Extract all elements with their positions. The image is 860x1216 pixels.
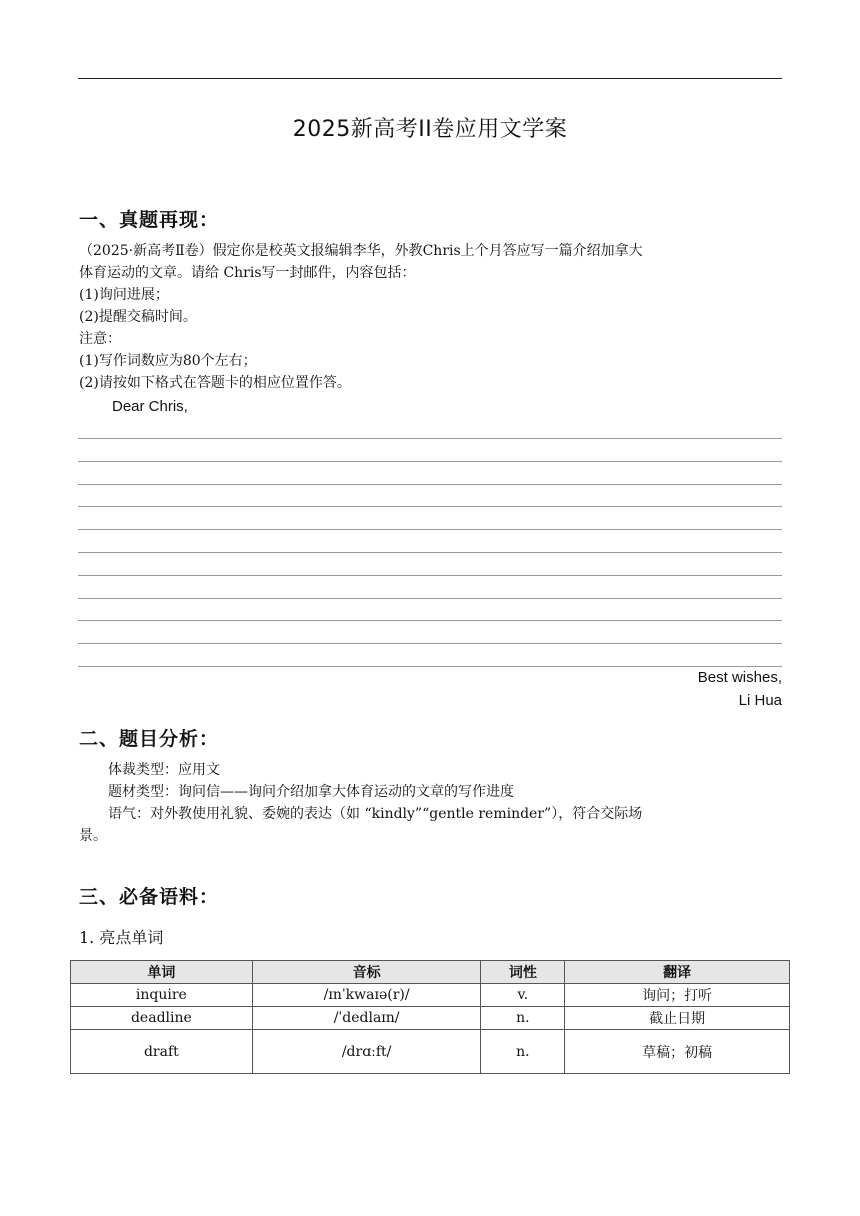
note-item-2: (2)请按如下格式在答题卡的相应位置作答。 [79, 375, 351, 391]
prompt-line-1: （2025·新高考Ⅱ卷）假定你是校英文报编辑李华，外教Chris上个月答应写一篇介绍加拿大 [79, 243, 643, 259]
word-cell: inquire [71, 984, 253, 1007]
phonetic-cell: /ˈdedlaɪn/ [252, 1007, 481, 1030]
table-row [71, 1030, 790, 1074]
prompt-line-2: 体育运动的文章。请给 Chris写一封邮件，内容包括： [79, 265, 416, 281]
analysis-tone-line-2: 景。 [79, 828, 107, 844]
requirement-item-2: (2)提醒交稿时间。 [79, 309, 197, 325]
page-title: 2025新高考II卷应用文学案 [292, 117, 568, 142]
analysis-tone-line-1: 语气：对外教使用礼貌、委婉的表达（如 “kindly”“gentle reminder”），符合交际场 [108, 806, 643, 822]
pos-cell: v. [481, 984, 565, 1007]
writing-line [78, 666, 782, 667]
pos-cell: n. [481, 1007, 565, 1030]
letter-salutation: Dear Chris, [112, 398, 188, 415]
column-header: 单词 [71, 961, 253, 984]
phonetic-cell: /ɪnˈkwaɪə(r)/ [252, 984, 481, 1007]
writing-line [78, 575, 782, 576]
section2-heading: 二、题目分析： [79, 728, 220, 750]
subsection-title: 1. 亮点单词 [79, 928, 164, 947]
column-header: 翻译 [565, 961, 790, 984]
note-label: 注意： [79, 331, 121, 347]
column-header: 词性 [481, 961, 565, 984]
writing-line [78, 643, 782, 644]
writing-lines [78, 438, 782, 689]
section1-heading: 一、真题再现： [79, 209, 220, 231]
column-header: 音标 [252, 961, 481, 984]
analysis-genre: 体裁类型：应用文 [108, 762, 220, 778]
vocabulary-table [70, 960, 790, 1074]
header-rule [78, 78, 782, 79]
pos-cell: n. [481, 1030, 565, 1074]
analysis-topic: 题材类型：询问信——询问介绍加拿大体育运动的文章的写作进度 [108, 784, 514, 800]
requirement-item-1: (1)询问进展； [79, 287, 169, 303]
table-row [71, 984, 790, 1007]
note-item-1: (1)写作词数应为80个左右； [79, 353, 257, 369]
writing-line [78, 529, 782, 530]
writing-line [78, 598, 782, 599]
table-row [71, 1007, 790, 1030]
phonetic-cell: /drɑːft/ [252, 1030, 481, 1074]
translation-cell: 截止日期 [565, 1007, 790, 1030]
writing-line [78, 438, 782, 439]
writing-line [78, 506, 782, 507]
translation-cell: 草稿；初稿 [565, 1030, 790, 1074]
table-header-row [71, 961, 790, 984]
writing-line [78, 620, 782, 621]
writing-line [78, 484, 782, 485]
writing-line [78, 461, 782, 462]
letter-signature: Li Hua [738, 692, 782, 709]
word-cell: deadline [71, 1007, 253, 1030]
section3-heading: 三、必备语料： [79, 886, 220, 908]
word-cell: draft [71, 1030, 253, 1074]
writing-line [78, 552, 782, 553]
letter-closing: Best wishes, [697, 669, 782, 686]
translation-cell: 询问；打听 [565, 984, 790, 1007]
